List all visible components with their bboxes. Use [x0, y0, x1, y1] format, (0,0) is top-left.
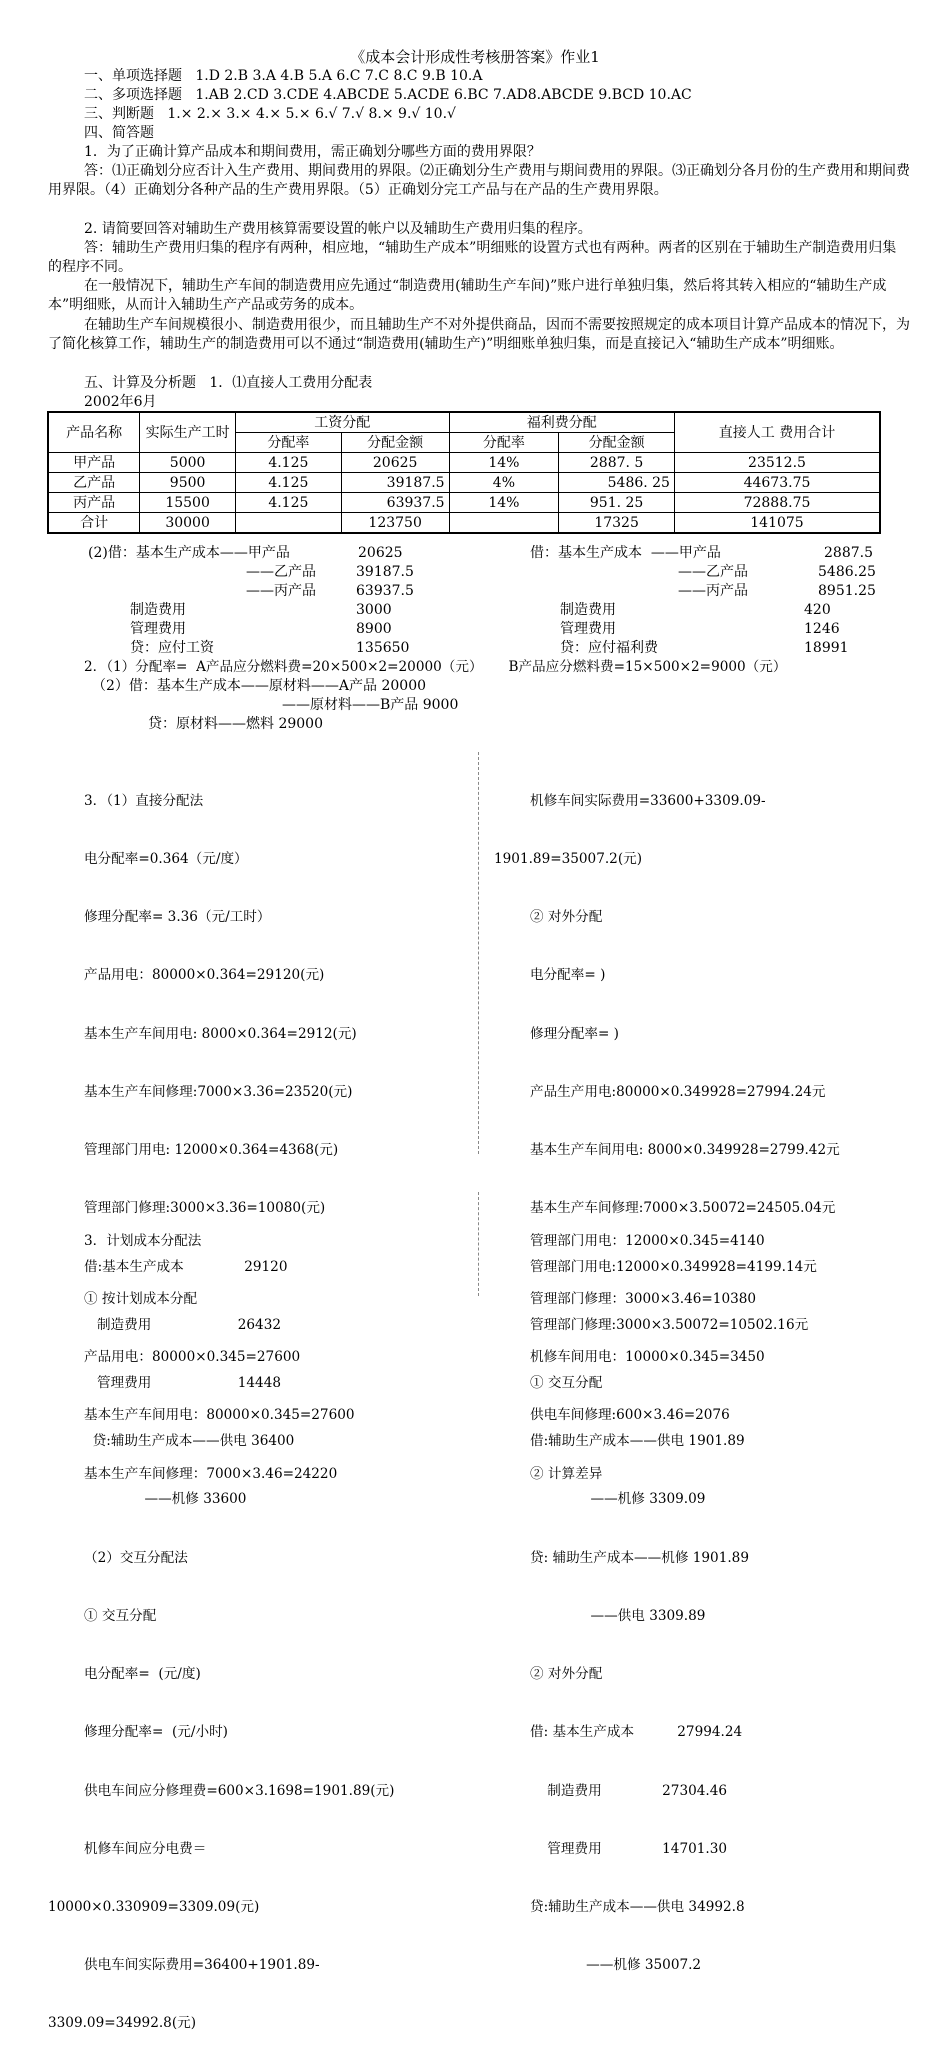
cell-total: 23512.5 [674, 453, 880, 473]
journal-left-line: 制造费用 [130, 602, 186, 618]
journal-left-amount: 135650 [356, 640, 410, 656]
block3-right-line: 1901.89=35007.2(元) [494, 851, 643, 868]
journal-right-amount: 18991 [804, 640, 849, 656]
cell-wage-rate: 4.125 [236, 493, 342, 513]
journal-right-line: 贷：应付福利费 [560, 640, 658, 656]
q2-calc-line: ——原材料——B产品 9000 [282, 697, 459, 713]
block3-left-line: 基本生产车间用电: 8000×0.364=2912(元) [84, 1025, 357, 1042]
cell-welfare-amount: 2887. 5 [559, 453, 675, 473]
journal-left-line: ——乙产品 [246, 564, 316, 580]
block3-right-line: 管理部门用电:12000×0.349928=4199.14元 [530, 1258, 817, 1275]
block4-right-line: 供电车间修理:600×3.46=2076 [530, 1407, 730, 1424]
block3-left-line: 管理部门修理:3000×3.36=10080(元) [84, 1200, 326, 1217]
block4-left [84, 1193, 355, 1504]
cell-welfare-rate [449, 513, 559, 534]
block4-right-line: ② 计算差异 [530, 1465, 603, 1482]
cell-product: 乙产品 [48, 473, 140, 493]
cell-product: 合计 [48, 513, 140, 534]
block3-left-line: 制造费用 26432 [84, 1316, 282, 1333]
cell-welfare-rate: 14% [449, 453, 559, 473]
block3-right-line: 贷: 辅助生产成本——机修 1901.89 [530, 1549, 749, 1566]
block3-right-line: ——机修 35007.2 [530, 1957, 702, 1974]
q2-calc-line: 贷：原材料——燃料 29000 [148, 716, 323, 732]
journal-right-amount: 8951.25 [818, 583, 876, 599]
short-answer-heading: 四、简答题 [84, 125, 154, 141]
block3-left-line: 修理分配率= (元/小时) [84, 1724, 228, 1741]
direct-labor-allocation-table [47, 411, 881, 534]
table-row [48, 453, 880, 473]
journal-right-amount: 2887.5 [824, 545, 873, 561]
journal-right-amount: 5486.25 [818, 564, 876, 580]
block3-left-line: 产品用电：80000×0.364=29120(元) [84, 967, 325, 984]
block3-right-line: ——供电 3309.89 [530, 1607, 706, 1624]
block3-left-line: 基本生产车间修理:7000×3.36=23520(元) [84, 1083, 353, 1100]
block3-left-line: 供电车间应分修理费=600×3.1698=1901.89(元) [84, 1782, 395, 1799]
header-actual-hours: 实际生产工时 [140, 412, 236, 453]
block3-left-line: 管理费用 14448 [84, 1375, 282, 1391]
block4-right-line: 机修车间用电：10000×0.345=3450 [530, 1349, 765, 1366]
journal-left-amount: 39187.5 [356, 564, 414, 580]
journal-right-line: ——丙产品 [678, 583, 748, 599]
block4-left-line: 3．计划成本分配法 [84, 1232, 202, 1249]
block3-right-line: 借:辅助生产成本——供电 1901.89 [530, 1433, 745, 1450]
block3-left-line: 修理分配率= 3.36（元/工时） [84, 909, 271, 926]
block3-left-line: 10000×0.330909=3309.09(元) [48, 1898, 260, 1915]
journal-left-amount: 8900 [356, 621, 392, 637]
block3-left-line: （2）交互分配法 [84, 1549, 188, 1566]
block4-right-line: 管理部门修理：3000×3.46=10380 [530, 1291, 757, 1308]
block3-left-line: 贷:辅助生产成本——供电 36400 [84, 1433, 295, 1450]
cell-total: 72888.75 [674, 493, 880, 513]
cell-wage-rate: 4.125 [236, 453, 342, 473]
block4-right-line: 管理部门用电：12000×0.345=4140 [530, 1232, 765, 1249]
journal-left-line: 管理费用 [130, 621, 186, 637]
answer-2-part-b: 在一般情况下，辅助生产车间的制造费用应先通过“制造费用(辅助生产车间)”账户进行单独归集，然后将其转入相应的“辅助生产成本”明细账，从而计入辅助生产产品或劳务的成本。 [48, 278, 887, 314]
journal-right-line: ——乙产品 [678, 564, 748, 580]
block3-left-line: 供电车间实际费用=36400+1901.89- [84, 1957, 320, 1974]
journal-left-line: ——丙产品 [246, 583, 316, 599]
answer-2-part-a: 答：辅助生产费用归集的程序有两种，相应地，“辅助生产成本”明细账的设置方式也有两种。两者的区别在于辅助生产制造费用归集的程序不同。 [48, 240, 897, 276]
table-date: 2002年6月 [84, 394, 157, 410]
journal-left-amount: 63937.5 [356, 583, 414, 599]
block3-left-line: ① 交互分配 [84, 1607, 157, 1624]
block4-left-line: 基本生产车间修理：7000×3.46=24220 [84, 1465, 338, 1482]
journal-right-line: 借：基本生产成本 ——甲产品 [530, 545, 721, 561]
block3-right-line: 机修车间实际费用=33600+3309.09- [530, 792, 766, 809]
column-divider [478, 1192, 479, 1296]
journal-left-amount: 20625 [358, 545, 403, 561]
cell-wage-rate: 4.125 [236, 473, 342, 493]
answer-1: 答：⑴正确划分应否计入生产费用、期间费用的界限。⑵正确划分生产费用与期间费用的界限。⑶正确划分各月份的生产费用和期间费用界限。（4）正确划分各种产品的生产费用界限。（5）正确划分完工产品与在产品的生产费用界限。 [48, 163, 910, 199]
block4-left-line: 产品用电：80000×0.345=27600 [84, 1349, 301, 1366]
block3-right-line: 基本生产车间用电: 8000×0.349928=2799.42元 [530, 1142, 840, 1159]
cell-wage-amount: 39187.5 [341, 473, 449, 493]
block3-right-line: 借: 基本生产成本 27994.24 [530, 1724, 743, 1741]
cell-hours: 9500 [140, 473, 236, 493]
header-welfare-amount: 分配金额 [559, 433, 675, 453]
block3-left-line: 电分配率= (元/度) [84, 1666, 201, 1683]
journal-left-amount: 3000 [356, 602, 392, 618]
multi-choice-answers: 二、多项选择题 1.AB 2.CD 3.CDE 4.ABCDE 5.ACDE 6.BC 7.AD8.ABCDE 9.BCD 10.AC [84, 87, 692, 103]
cell-welfare-rate: 14% [449, 493, 559, 513]
cell-product: 甲产品 [48, 453, 140, 473]
block3-left-line: 管理部门用电: 12000×0.364=4368(元) [84, 1142, 339, 1159]
table-row [48, 493, 880, 513]
block3-right-line: 电分配率= ) [530, 967, 606, 984]
block4-right [530, 1193, 765, 1504]
block3-left-line: 借:基本生产成本 29120 [84, 1258, 288, 1275]
cell-total: 44673.75 [674, 473, 880, 493]
true-false-answers: 三、判断题 1.× 2.× 3.× 4.× 5.× 6.√ 7.√ 8.× 9.√ 10.√ [84, 106, 456, 122]
header-welfare-allocation: 福利费分配 [449, 412, 674, 433]
journal-left-line: (2)借：基本生产成本——甲产品 [88, 545, 290, 561]
question-2: 2. 请简要回答对辅助生产费用核算需要设置的帐户以及辅助生产费用归集的程序。 [84, 221, 592, 237]
table-row-total [48, 513, 880, 534]
single-choice-answers: 一、单项选择题 1.D 2.B 3.A 4.B 5.A 6.C 7.C 8.C 9.B 10.A [84, 68, 483, 84]
block3-left-line: ——机修 33600 [84, 1491, 247, 1508]
header-labor-total: 直接人工 费用合计 [674, 412, 880, 453]
cell-wage-amount: 123750 [341, 513, 449, 534]
cell-welfare-rate: 4% [449, 473, 559, 493]
block3-right-line: 管理部门修理:3000×3.50072=10502.16元 [530, 1316, 809, 1333]
block3-left-line: 电分配率=0.364（元/度） [84, 851, 248, 868]
header-product-name: 产品名称 [48, 412, 140, 453]
block3-right-line: ② 对外分配 [530, 909, 603, 926]
journal-right-line: 管理费用 [560, 621, 616, 637]
document-title: 《成本会计形成性考核册答案》作业1 [350, 48, 600, 66]
block3-right-line: ① 交互分配 [530, 1375, 603, 1391]
block3-right-line: 管理费用 14701.30 [530, 1840, 728, 1857]
block3-right-line: 贷:辅助生产成本——供电 34992.8 [530, 1898, 745, 1915]
cell-wage-amount: 20625 [341, 453, 449, 473]
cell-welfare-amount: 951. 25 [559, 493, 675, 513]
journal-right-line: 制造费用 [560, 602, 616, 618]
section-5-heading: 五、计算及分析题 1．⑴直接人工费用分配表 [84, 375, 373, 391]
table-row [48, 473, 880, 493]
cell-total: 141075 [674, 513, 880, 534]
cell-wage-amount: 63937.5 [341, 493, 449, 513]
cell-wage-rate [236, 513, 342, 534]
column-divider [478, 752, 479, 1154]
block3-left-line: 机修车间应分电费＝ [84, 1840, 207, 1857]
block3-left-line: 3．（1）直接分配法 [84, 792, 204, 809]
header-wage-rate: 分配率 [236, 433, 342, 453]
block3-right-line: 产品生产用电:80000×0.349928=27994.24元 [530, 1083, 826, 1100]
block4-left-line: 基本生产车间用电：80000×0.345=27600 [84, 1407, 355, 1424]
block3-right-line: ——机修 3309.09 [530, 1491, 706, 1508]
cell-hours: 30000 [140, 513, 236, 534]
cell-welfare-amount: 17325 [559, 513, 675, 534]
block3-left-line: 3309.09=34992.8(元) [48, 2015, 197, 2032]
block3-right-line: ② 对外分配 [530, 1666, 603, 1683]
cell-welfare-amount: 5486. 25 [559, 473, 675, 493]
block4-left-line: ① 按计划成本分配 [84, 1291, 198, 1308]
block3-right-line: 修理分配率= ) [530, 1025, 619, 1042]
answer-2-part-c: 在辅助生产车间规模很小、制造费用很少，而且辅助生产不对外提供商品，因而不需要按照规定的成本项目计算产品成本的情况下，为了简化核算工作，辅助生产的制造费用可以不通过“制造费用(辅助生产)”明细账单独归集，而是直接记入“辅助生产成本”明细账。 [48, 317, 910, 353]
journal-right-amount: 420 [804, 602, 831, 618]
block3-right-line: 制造费用 27304.46 [530, 1782, 728, 1799]
q2-calc-line: （2）借：基本生产成本——原材料——A产品 20000 [92, 678, 427, 694]
journal-right-amount: 1246 [804, 621, 840, 637]
cell-hours: 5000 [140, 453, 236, 473]
q2-calc-line: 2．（1）分配率= A产品应分燃料费=20×500×2=20000（元） B产品应分燃料费=15×500×2=9000（元） [84, 659, 787, 675]
question-1: 1．为了正确计算产品成本和期间费用，需正确划分哪些方面的费用界限？ [84, 144, 541, 160]
header-wage-allocation: 工资分配 [236, 412, 450, 433]
journal-left-line: 贷：应付工资 [130, 640, 214, 656]
header-wage-amount: 分配金额 [341, 433, 449, 453]
header-welfare-rate: 分配率 [449, 433, 559, 453]
cell-hours: 15500 [140, 493, 236, 513]
block3-right-line: 基本生产车间修理:7000×3.50072=24505.04元 [530, 1200, 836, 1217]
cell-product: 丙产品 [48, 493, 140, 513]
